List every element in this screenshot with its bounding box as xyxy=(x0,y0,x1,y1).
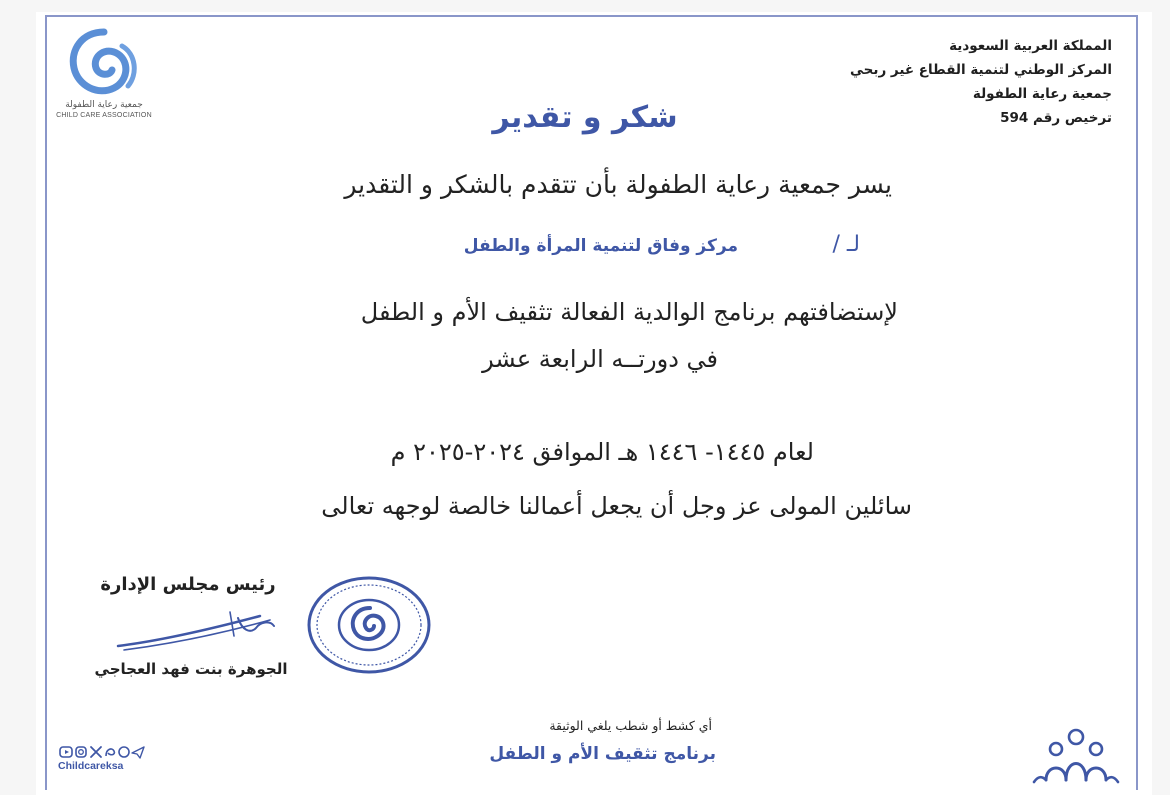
logo-arabic-text: جمعية رعاية الطفولة xyxy=(65,100,143,110)
social-handle: Childcareksa xyxy=(58,760,124,772)
official-stamp-icon xyxy=(302,572,436,678)
org-line-center: المركز الوطني لتنمية القطاع غير ربحي xyxy=(850,62,1112,78)
program-name: برنامج تثقيف الأم و الطفل xyxy=(489,744,716,764)
signatory-name: الجوهرة بنت فهد العجاجي xyxy=(94,660,288,678)
program-line: لإستضافتهم برنامج الوالدية الفعالة تثقيف الأم و الطفل xyxy=(360,298,898,326)
session-line: في دورتــه الرابعة عشر xyxy=(482,345,718,373)
logo-english-text: CHILD CARE ASSOCIATION xyxy=(56,112,152,119)
organization-header xyxy=(792,34,1112,130)
social-media-icons xyxy=(58,744,148,760)
signatory-title: رئيس مجلس الإدارة xyxy=(100,574,276,595)
intro-line: يسر جمعية رعاية الطفولة بأن تتقدم بالشكر و التقدير xyxy=(344,170,892,199)
signature-mark xyxy=(110,606,290,656)
recipient-name: مركز وفاق لتنمية المرأة والطفل xyxy=(463,236,738,256)
recipient-label: لـ / xyxy=(832,232,860,257)
certificate-title: شكر و تقدير xyxy=(492,100,678,135)
org-line-country: المملكة العربية السعودية xyxy=(949,38,1112,54)
org-line-association: جمعية رعاية الطفولة xyxy=(972,86,1112,102)
year-line: لعام ١٤٤٥- ١٤٤٦ هـ الموافق ٢٠٢٤-٢٠٢٥ م xyxy=(390,438,814,466)
org-line-license: ترخيص رقم 594 xyxy=(1000,110,1112,126)
void-notice: أي كشط أو شطب يلغي الوثيقة xyxy=(549,718,712,733)
family-figures-icon xyxy=(1030,728,1122,784)
prayer-line: سائلين المولى عز وجل أن يجعل أعمالنا خالصة لوجهه تعالى xyxy=(321,492,912,520)
